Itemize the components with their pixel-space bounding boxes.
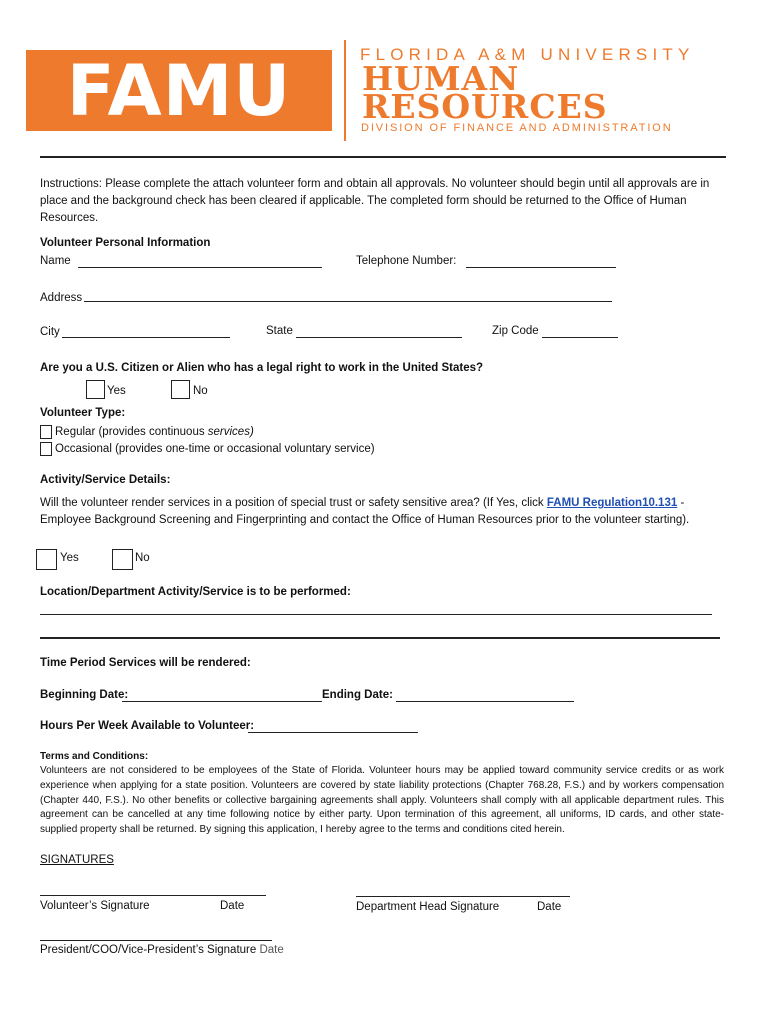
citizen-yes-checkbox[interactable] — [86, 380, 105, 399]
volunteer-date-label: Date — [220, 900, 245, 912]
volunteer-signature-line[interactable] — [40, 895, 266, 896]
dept-head-signature-line[interactable] — [356, 896, 570, 897]
occasional-checkbox[interactable] — [40, 442, 52, 456]
personal-heading: Volunteer Personal Information — [40, 237, 211, 249]
dept-title-line2: RESOURCES — [362, 87, 608, 126]
activity-yes-label: Yes — [60, 552, 79, 564]
phone-label: Telephone Number: — [356, 255, 457, 267]
phone-field[interactable] — [466, 256, 616, 268]
activity-yes-checkbox[interactable] — [36, 549, 57, 570]
hours-label: Hours Per Week Available to Volunteer: — [40, 720, 255, 732]
city-field[interactable] — [62, 326, 230, 338]
signatures-heading: SIGNATURES — [40, 854, 114, 866]
name-field[interactable] — [78, 256, 322, 268]
citizen-no-checkbox[interactable] — [171, 380, 190, 399]
president-signature-line[interactable] — [40, 940, 272, 941]
regular-label: Regular (provides continuous services) — [55, 426, 254, 438]
instructions: Instructions: Please complete the attach volunteer form and obtain all approvals. No volunteer should begin until all approvals are in place and the background check has been cleared if applicable. The completed form should be returned to the Office of Human Resources. — [40, 178, 710, 224]
famu-logo — [26, 50, 332, 131]
begin-label: Beginning Date: — [40, 689, 129, 701]
terms-heading: Terms and Conditions: — [40, 751, 149, 762]
division-name: DIVISION OF FINANCE AND ADMINISTRATION — [361, 122, 673, 134]
dept-head-signature-label: Department Head Signature — [356, 901, 500, 913]
activity-no-checkbox[interactable] — [112, 549, 133, 570]
address-field[interactable] — [84, 290, 612, 302]
address-label: Address — [40, 292, 83, 304]
activity-heading: Activity/Service Details: — [40, 474, 171, 486]
regular-checkbox[interactable] — [40, 425, 52, 439]
period-heading: Time Period Services will be rendered: — [40, 657, 251, 669]
citizen-no-label: No — [193, 385, 208, 397]
end-label: Ending Date: — [322, 689, 393, 701]
state-field[interactable] — [296, 326, 462, 338]
state-label: State — [266, 325, 293, 337]
location-field[interactable] — [40, 603, 712, 615]
zip-label: Zip Code — [492, 325, 539, 337]
dept-title-line1: HUMAN — [362, 59, 520, 98]
famu-regulation-link[interactable]: FAMU Regulation10.131 — [546, 497, 678, 509]
logo-text: FAMU — [66, 50, 292, 132]
zip-field[interactable] — [542, 326, 618, 338]
begin-field[interactable] — [122, 690, 322, 702]
logo-divider — [344, 40, 346, 141]
citizen-question: Are you a U.S. Citizen or Alien who has a legal right to work in the United States? — [40, 362, 484, 374]
hours-field[interactable] — [248, 721, 418, 733]
activity-text: Will the volunteer render services in a position of special trust or safety sensitive area? (If Yes, click FAMU Regulation10.131 - Employee Background Screening and Fingerprinting and contact the Office of Human Resources prior to the volunteer starting). — [40, 497, 690, 526]
university-name: FLORIDA A&M UNIVERSITY — [360, 45, 695, 64]
volunteer-signature-label: Volunteer’s Signature — [40, 900, 150, 912]
location-rule — [40, 637, 720, 639]
city-label: City — [40, 326, 60, 338]
activity-no-label: No — [135, 552, 150, 564]
vtype-heading: Volunteer Type: — [40, 407, 126, 419]
name-label: Name — [40, 255, 71, 267]
president-signature-label: President/COO/Vice-President’s Signature Date — [40, 944, 284, 956]
location-heading: Location/Department Activity/Service is to be performed: — [40, 586, 351, 598]
terms-text: Volunteers are not considered to be employees of the State of Florida. Volunteer hours may be applied toward community service credits or as work experience when applying for a state position. Volunteers are covered by state liability protections (Chapter 768.28, F.S.) and by workers compensation (Chapter 440, F.S.). No other benefits or collective bargaining agreements shall apply. Volunteers shall comply with all applicable department rules. This agreement can be cancelled at any time following notice by either party. Upon termination of this agreement, all uniforms, ID cards, and other state-supplied property shall be returned. By signing this application, I hereby agree to the terms and conditions cited herein. — [40, 765, 724, 836]
occasional-label: Occasional (provides one-time or occasional voluntary service) — [55, 443, 375, 455]
header-rule — [40, 156, 726, 158]
end-field[interactable] — [396, 690, 574, 702]
dept-head-date-label: Date — [537, 901, 562, 913]
citizen-yes-label: Yes — [107, 385, 126, 397]
